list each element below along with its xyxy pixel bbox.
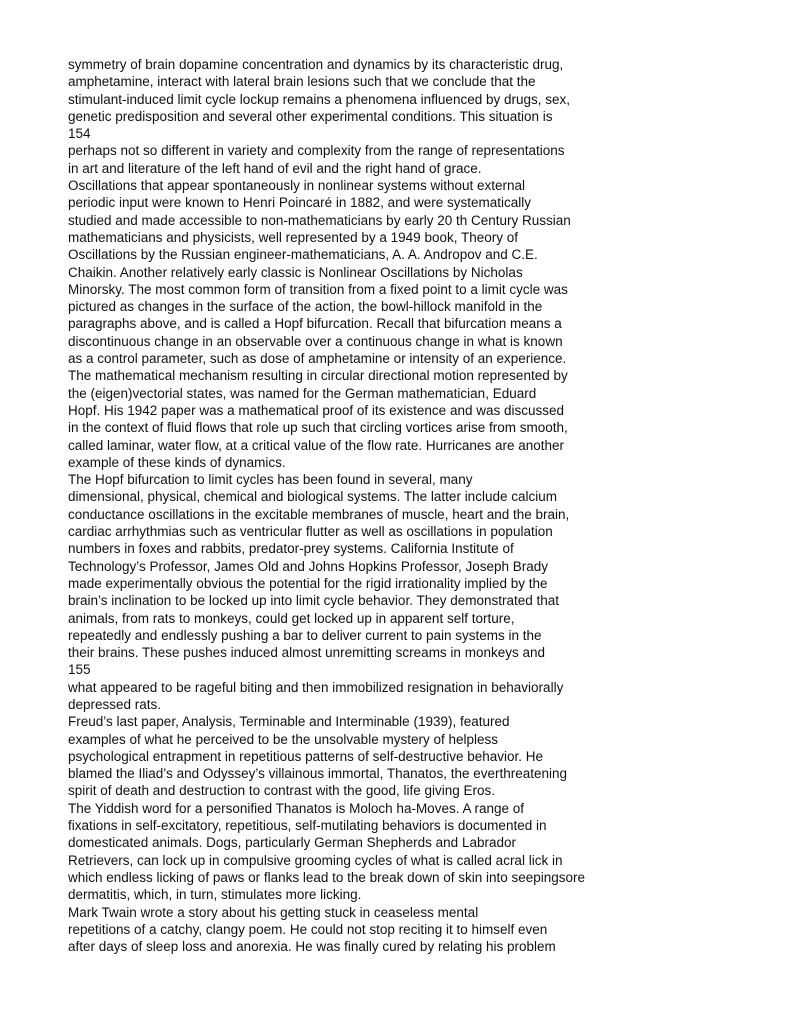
text-line: Hopf. His 1942 paper was a mathematical proof of its existence and was discussed [68, 402, 565, 418]
text-line: studied and made accessible to non-mathematicians by early 20 th Century Russian [68, 212, 571, 228]
text-line: Technology’s Professor, James Old and Johns Hopkins Professor, Joseph Brady [68, 558, 549, 574]
text-line: numbers in foxes and rabbits, predator-prey systems. California Institute of [68, 541, 514, 557]
text-line: The mathematical mechanism resulting in circular directional motion represented by [68, 368, 568, 384]
text-line: spirit of death and destruction to contrast with the good, life giving Eros. [68, 783, 495, 799]
text-line: Mark Twain wrote a story about his getting stuck in ceaseless mental [68, 904, 479, 920]
text-line: examples of what he perceived to be the unsolvable mystery of helpless [68, 731, 498, 747]
text-line: after days of sleep loss and anorexia. He was finally cured by relating his problem [68, 939, 556, 955]
text-line: mathematicians and physicists, well represented by a 1949 book, Theory of [68, 229, 518, 245]
text-line: the (eigen)vectorial states, was named for the German mathematician, Eduard [68, 385, 537, 401]
text-line: depressed rats. [68, 696, 162, 712]
text-line: blamed the Iliad’s and Odyssey’s villainous immortal, Thanatos, the everthreatening [68, 766, 568, 782]
text-line: brain’s inclination to be locked up into limit cycle behavior. They demonstrated that [68, 593, 560, 609]
text-line: Freud’s last paper, Analysis, Terminable and Interminable (1939), featured [68, 714, 510, 730]
text-line: their brains. These pushes induced almost unremitting screams in monkeys and [68, 645, 545, 661]
text-line: as a control parameter, such as dose of amphetamine or intensity of an experience. [68, 351, 567, 367]
text-line: Oscillations that appear spontaneously in nonlinear systems without external [68, 178, 526, 194]
text-line: which endless licking of paws or flanks lead to the break down of skin into seepingsore [68, 869, 586, 885]
document-page [68, 56, 788, 955]
text-line: domesticated animals. Dogs, particularly German Shepherds and Labrador [68, 835, 516, 851]
page-number: 155 [68, 662, 91, 678]
page-number: 154 [68, 126, 91, 142]
text-line: what appeared to be rageful biting and then immobilized resignation in behaviorally [68, 679, 564, 695]
text-line: cardiac arrhythmias such as ventricular flutter as well as oscillations in population [68, 524, 553, 540]
text-line: Retrievers, can lock up in compulsive grooming cycles of what is called acral lick in [68, 852, 563, 868]
text-line: Minorsky. The most common form of transition from a fixed point to a limit cycle was [68, 281, 568, 297]
text-line: psychological entrapment in repetitious patterns of self-destructive behavior. He [68, 748, 544, 764]
text-line: discontinuous change in an observable over a continuous change in what is known [68, 333, 563, 349]
text-line: repetitions of a catchy, clangy poem. He could not stop reciting it to himself even [68, 921, 548, 937]
text-line: pictured as changes in the surface of the action, the bowl-hillock manifold in the [68, 299, 543, 315]
text-line: example of these kinds of dynamics. [68, 454, 286, 470]
text-line: in art and literature of the left hand of evil and the right hand of grace. [68, 160, 482, 176]
text-line: repeatedly and endlessly pushing a bar to deliver current to pain systems in the [68, 627, 542, 643]
text-line: periodic input were known to Henri Poincaré in 1882, and were systematically [68, 195, 531, 211]
text-line: symmetry of brain dopamine concentration and dynamics by its characteristic drug, [68, 57, 564, 72]
text-line: dimensional, physical, chemical and biological systems. The latter include calcium [68, 489, 557, 505]
text-line: The Yiddish word for a personified Thanatos is Moloch ha-Moves. A range of [68, 800, 525, 816]
text-line: conductance oscillations in the excitable membranes of muscle, heart and the brain, [68, 506, 570, 522]
text-line: called laminar, water flow, at a critical value of the flow rate. Hurricanes are another [68, 437, 564, 453]
text-line: perhaps not so different in variety and complexity from the range of representations [68, 143, 565, 159]
text-line: made experimentally obvious the potential for the rigid irrationality implied by the [68, 575, 548, 591]
text-line: animals, from rats to monkeys, could get locked up in apparent self torture, [68, 610, 515, 626]
text-line: dermatitis, which, in turn, stimulates more licking. [68, 887, 362, 903]
text-line: paragraphs above, and is called a Hopf bifurcation. Recall that bifurcation means a [68, 316, 562, 332]
text-line: in the context of fluid flows that role up such that circling vortices arise from smooth, [68, 420, 568, 436]
text-line: genetic predisposition and several other experimental conditions. This situation is [68, 108, 553, 124]
text-line: stimulant-induced limit cycle lockup remains a phenomena influenced by drugs, sex, [68, 91, 571, 107]
text-line: amphetamine, interact with lateral brain lesions such that we conclude that the [68, 74, 536, 90]
text-line: fixations in self-excitatory, repetitious, self-mutilating behaviors is documented in [68, 818, 547, 834]
text-line: Chaikin. Another relatively early classic is Nonlinear Oscillations by Nicholas [68, 264, 523, 280]
text-line: Oscillations by the Russian engineer-mathematicians, A. A. Andropov and C.E. [68, 247, 538, 263]
text-line: The Hopf bifurcation to limit cycles has been found in several, many [68, 472, 473, 488]
